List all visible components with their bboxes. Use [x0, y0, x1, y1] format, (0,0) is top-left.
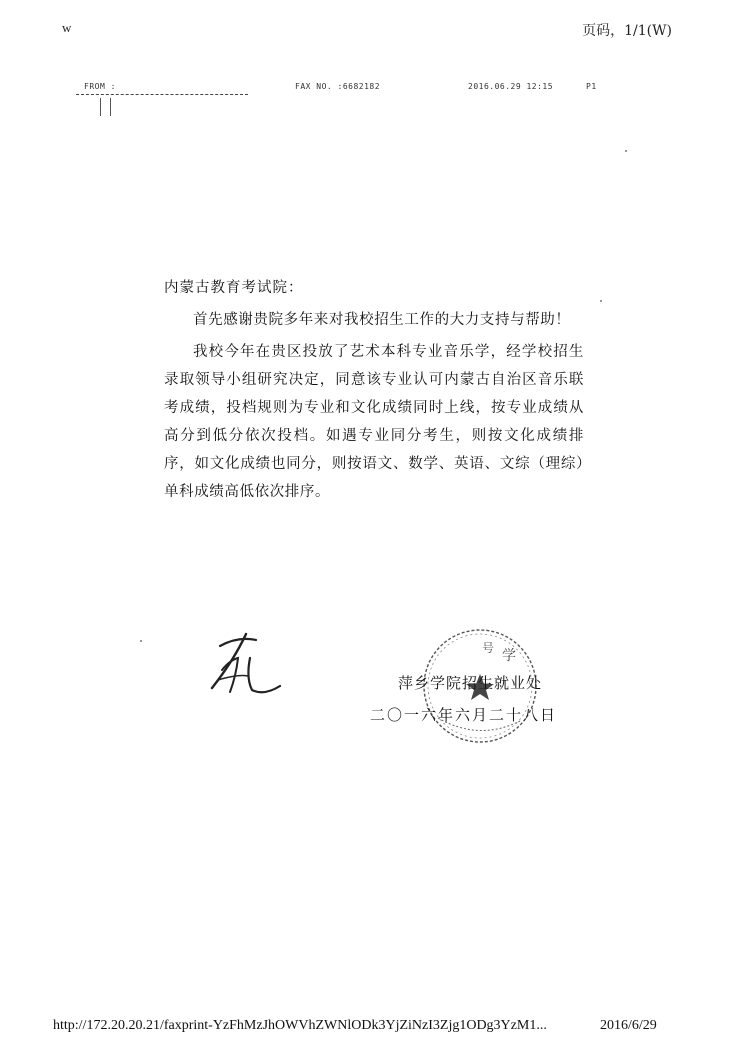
letter-body [164, 274, 584, 510]
scan-speck [600, 300, 602, 302]
letter-paragraph-thanks: 首先感谢贵院多年来对我校招生工作的大力支持与帮助！ [193, 312, 571, 328]
fax-header-tick [110, 98, 111, 116]
svg-text:学: 学 [502, 648, 516, 664]
svg-text:号: 号 [482, 641, 495, 655]
fax-from-label: FROM : [84, 82, 116, 91]
print-header-page-number: 页码，1/1(W) [582, 23, 672, 39]
signature-date: 二〇一六年六月二十八日 [370, 706, 558, 724]
print-footer-url: http://172.20.20.21/faxprint-YzFhMzJhOWVhZWNlODk3YjZiNzI3Zjg1ODg3YzM1... [53, 1018, 547, 1033]
signature-organization: 萍乡学院招生就业处 [398, 674, 543, 692]
scan-speck [625, 150, 627, 152]
fax-number: FAX NO. :6682182 [295, 82, 381, 91]
print-header-title: w [62, 20, 72, 35]
fax-datetime: 2016.06.29 12:15 [468, 82, 554, 91]
fax-header-tick [100, 98, 101, 116]
handwritten-signature [208, 630, 288, 706]
letter-paragraph-admission-rules: 我校今年在贵区投放了艺术本科专业音乐学，经学校招生录取领导小组研究决定，同意该专业认可内蒙古自治区音乐联考成绩，投档规则为专业和文化成绩同时上线，按专业成绩从高分到低分依次投档。如遇专业同分考生，则按文化成绩排序，如文化成绩也同分，则按语文、数学、英语、文综（理综）单科成绩高低依次排序。 [164, 344, 584, 500]
fax-header-rule [76, 94, 248, 95]
fax-page-number: P1 [586, 82, 597, 91]
letter-salutation: 内蒙古教育考试院： [164, 280, 304, 296]
scan-speck [140, 640, 142, 642]
print-footer-date: 2016/6/29 [600, 1018, 657, 1033]
